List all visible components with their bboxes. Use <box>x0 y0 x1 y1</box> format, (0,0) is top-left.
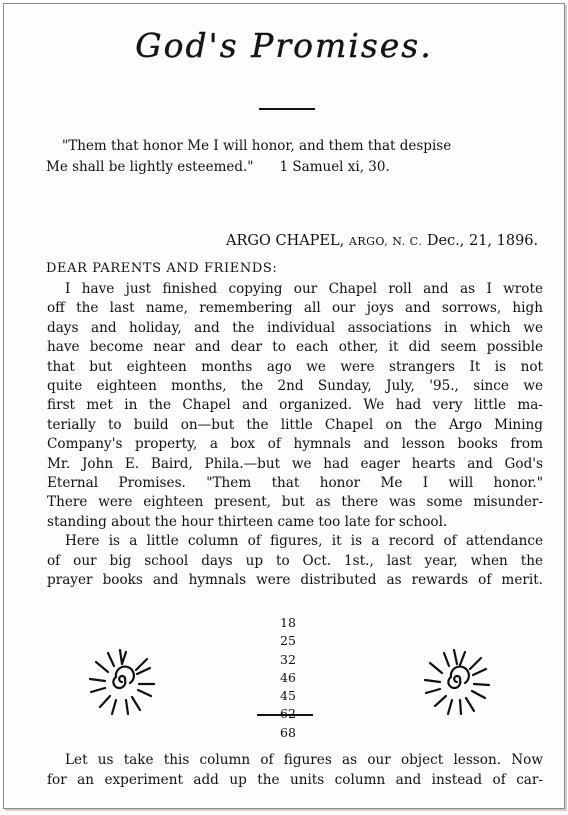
body-line: There were eighteen present, but as there was some misunder- <box>47 494 543 511</box>
dateline-chapel: ARGO CHAPEL, <box>226 233 345 249</box>
figure-value: 68 <box>280 724 296 740</box>
body-line: standing about the hour thirteen came too late for school. <box>47 513 448 530</box>
body-line: that but eighteen months ago we were strangers It is not <box>47 358 543 375</box>
section-divider <box>257 714 313 716</box>
closing-paragraph <box>47 750 543 790</box>
body-line: quite eighteen months, the 2nd Sunday, July, '95., since we <box>47 378 543 395</box>
page-title: God's Promises. <box>135 26 433 65</box>
salutation: DEAR PARENTS AND FRIENDS: <box>46 261 278 276</box>
attendance-figures <box>268 614 308 742</box>
closing-line: Let us take this column of figures as our object lesson. Now <box>65 752 543 768</box>
epigraph-line-2 <box>46 157 546 178</box>
epigraph-line-2-text: Me shall be lightly esteemed." <box>46 159 254 175</box>
body-line: Eternal Promises. "Them that honor Me I will honor." <box>47 475 543 492</box>
sun-ornament-icon <box>84 644 160 720</box>
body-line: I have just finished copying our Chapel roll and as I wrote <box>65 281 543 297</box>
dateline-date: Dec., 21, 1896. <box>426 233 539 249</box>
body-line: first met in the Chapel and organized. We had very little ma- <box>47 397 543 414</box>
figure-value: 46 <box>280 669 296 685</box>
letter-body <box>47 280 543 591</box>
sun-ornament-icon <box>419 644 495 720</box>
figure-value: 32 <box>280 651 296 667</box>
body-line: of our big school days up to Oct. 1st., last year, when the <box>47 552 543 569</box>
figure-value: 25 <box>280 633 296 649</box>
dateline <box>226 233 538 249</box>
body-line: Here is a little column of figures, it is a record of attendance <box>65 533 543 550</box>
epigraph-line-1: "Them that honor Me I will honor, and them that despise <box>62 138 452 154</box>
document-page <box>3 3 565 809</box>
body-line: prayer books and hymnals were distributed as rewards of merit. <box>47 572 543 589</box>
epigraph-reference: 1 Samuel xi, 30. <box>279 159 390 175</box>
figure-value: 18 <box>280 615 296 630</box>
epigraph <box>46 136 546 178</box>
body-line: terially to build on—but the little Chapel on the Argo Mining <box>47 416 543 433</box>
figure-value: 45 <box>280 688 296 704</box>
body-line: days and holiday, and the individual associations in which we <box>47 319 543 336</box>
body-line: Company's property, a box of hymnals and lesson books from <box>47 436 543 453</box>
body-line: have become near and dear to each other, it did seem possible <box>47 339 543 356</box>
body-line: Mr. John E. Baird, Phila.—but we had eager hearts and God's <box>47 455 543 472</box>
closing-line: for an experiment add up the units column and instead of car- <box>47 772 543 788</box>
title-divider <box>259 108 315 110</box>
body-line: off the last name, remembering all our joys and sorrows, high <box>47 300 543 317</box>
dateline-place: ARGO, N. C. <box>348 235 423 248</box>
